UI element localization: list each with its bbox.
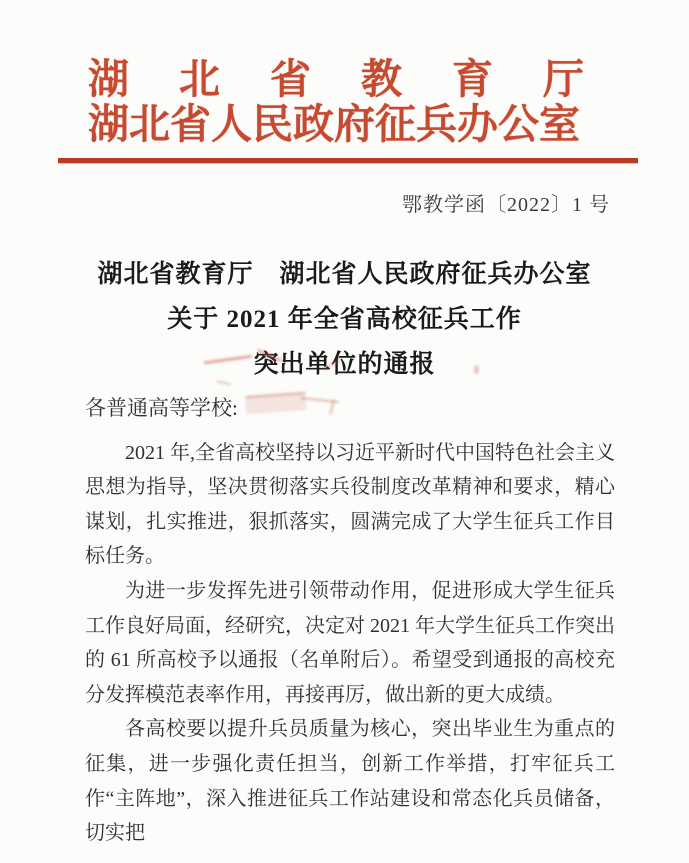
title-line-3: 突出单位的通报 [253, 351, 436, 378]
paragraph-3: 各高校要以提升兵员质量为核心，突出毕业生为重点的征集，进一步强化责任担当，创新工作举措，打牢征兵工作“主阵地”，深入推进征兵工作站建设和常态化兵员储备，切实把 [85, 718, 615, 845]
letterhead-divider [58, 158, 638, 163]
paragraph-1: 2021 年,全省高校坚持以习近平新时代中国特色社会主义思想为指导，坚决贯彻落实兵役制度改革精神和要求，精心谋划，扎实推进，狠抓落实，圆满完成了大学生征兵工作目标任务。 [85, 441, 615, 568]
org-name-secondary: 湖北省人民政府征兵办公室 [88, 101, 580, 147]
salutation: 各普通高等学校: [85, 396, 238, 420]
document-body [85, 391, 615, 851]
document-title [0, 252, 689, 387]
paragraph-2: 为进一步发挥先进引领带动作用，促进形成大学生征兵工作良好局面，经研究，决定对 2021 年大学生征兵工作突出的 61 所高校予以通报（名单附后）。希望受到通报的高校充分发挥模范表率作用，再接再厉，做出新的更大成绩。 [85, 579, 615, 706]
document-number: 鄂教学函〔2022〕1 号 [402, 194, 610, 216]
org-name-primary: 湖北省教育厅 [88, 56, 634, 102]
title-line-1: 湖北省教育厅 湖北省人民政府征兵办公室 [97, 261, 592, 288]
title-line-2: 关于 2021 年全省高校征兵工作 [167, 306, 522, 333]
